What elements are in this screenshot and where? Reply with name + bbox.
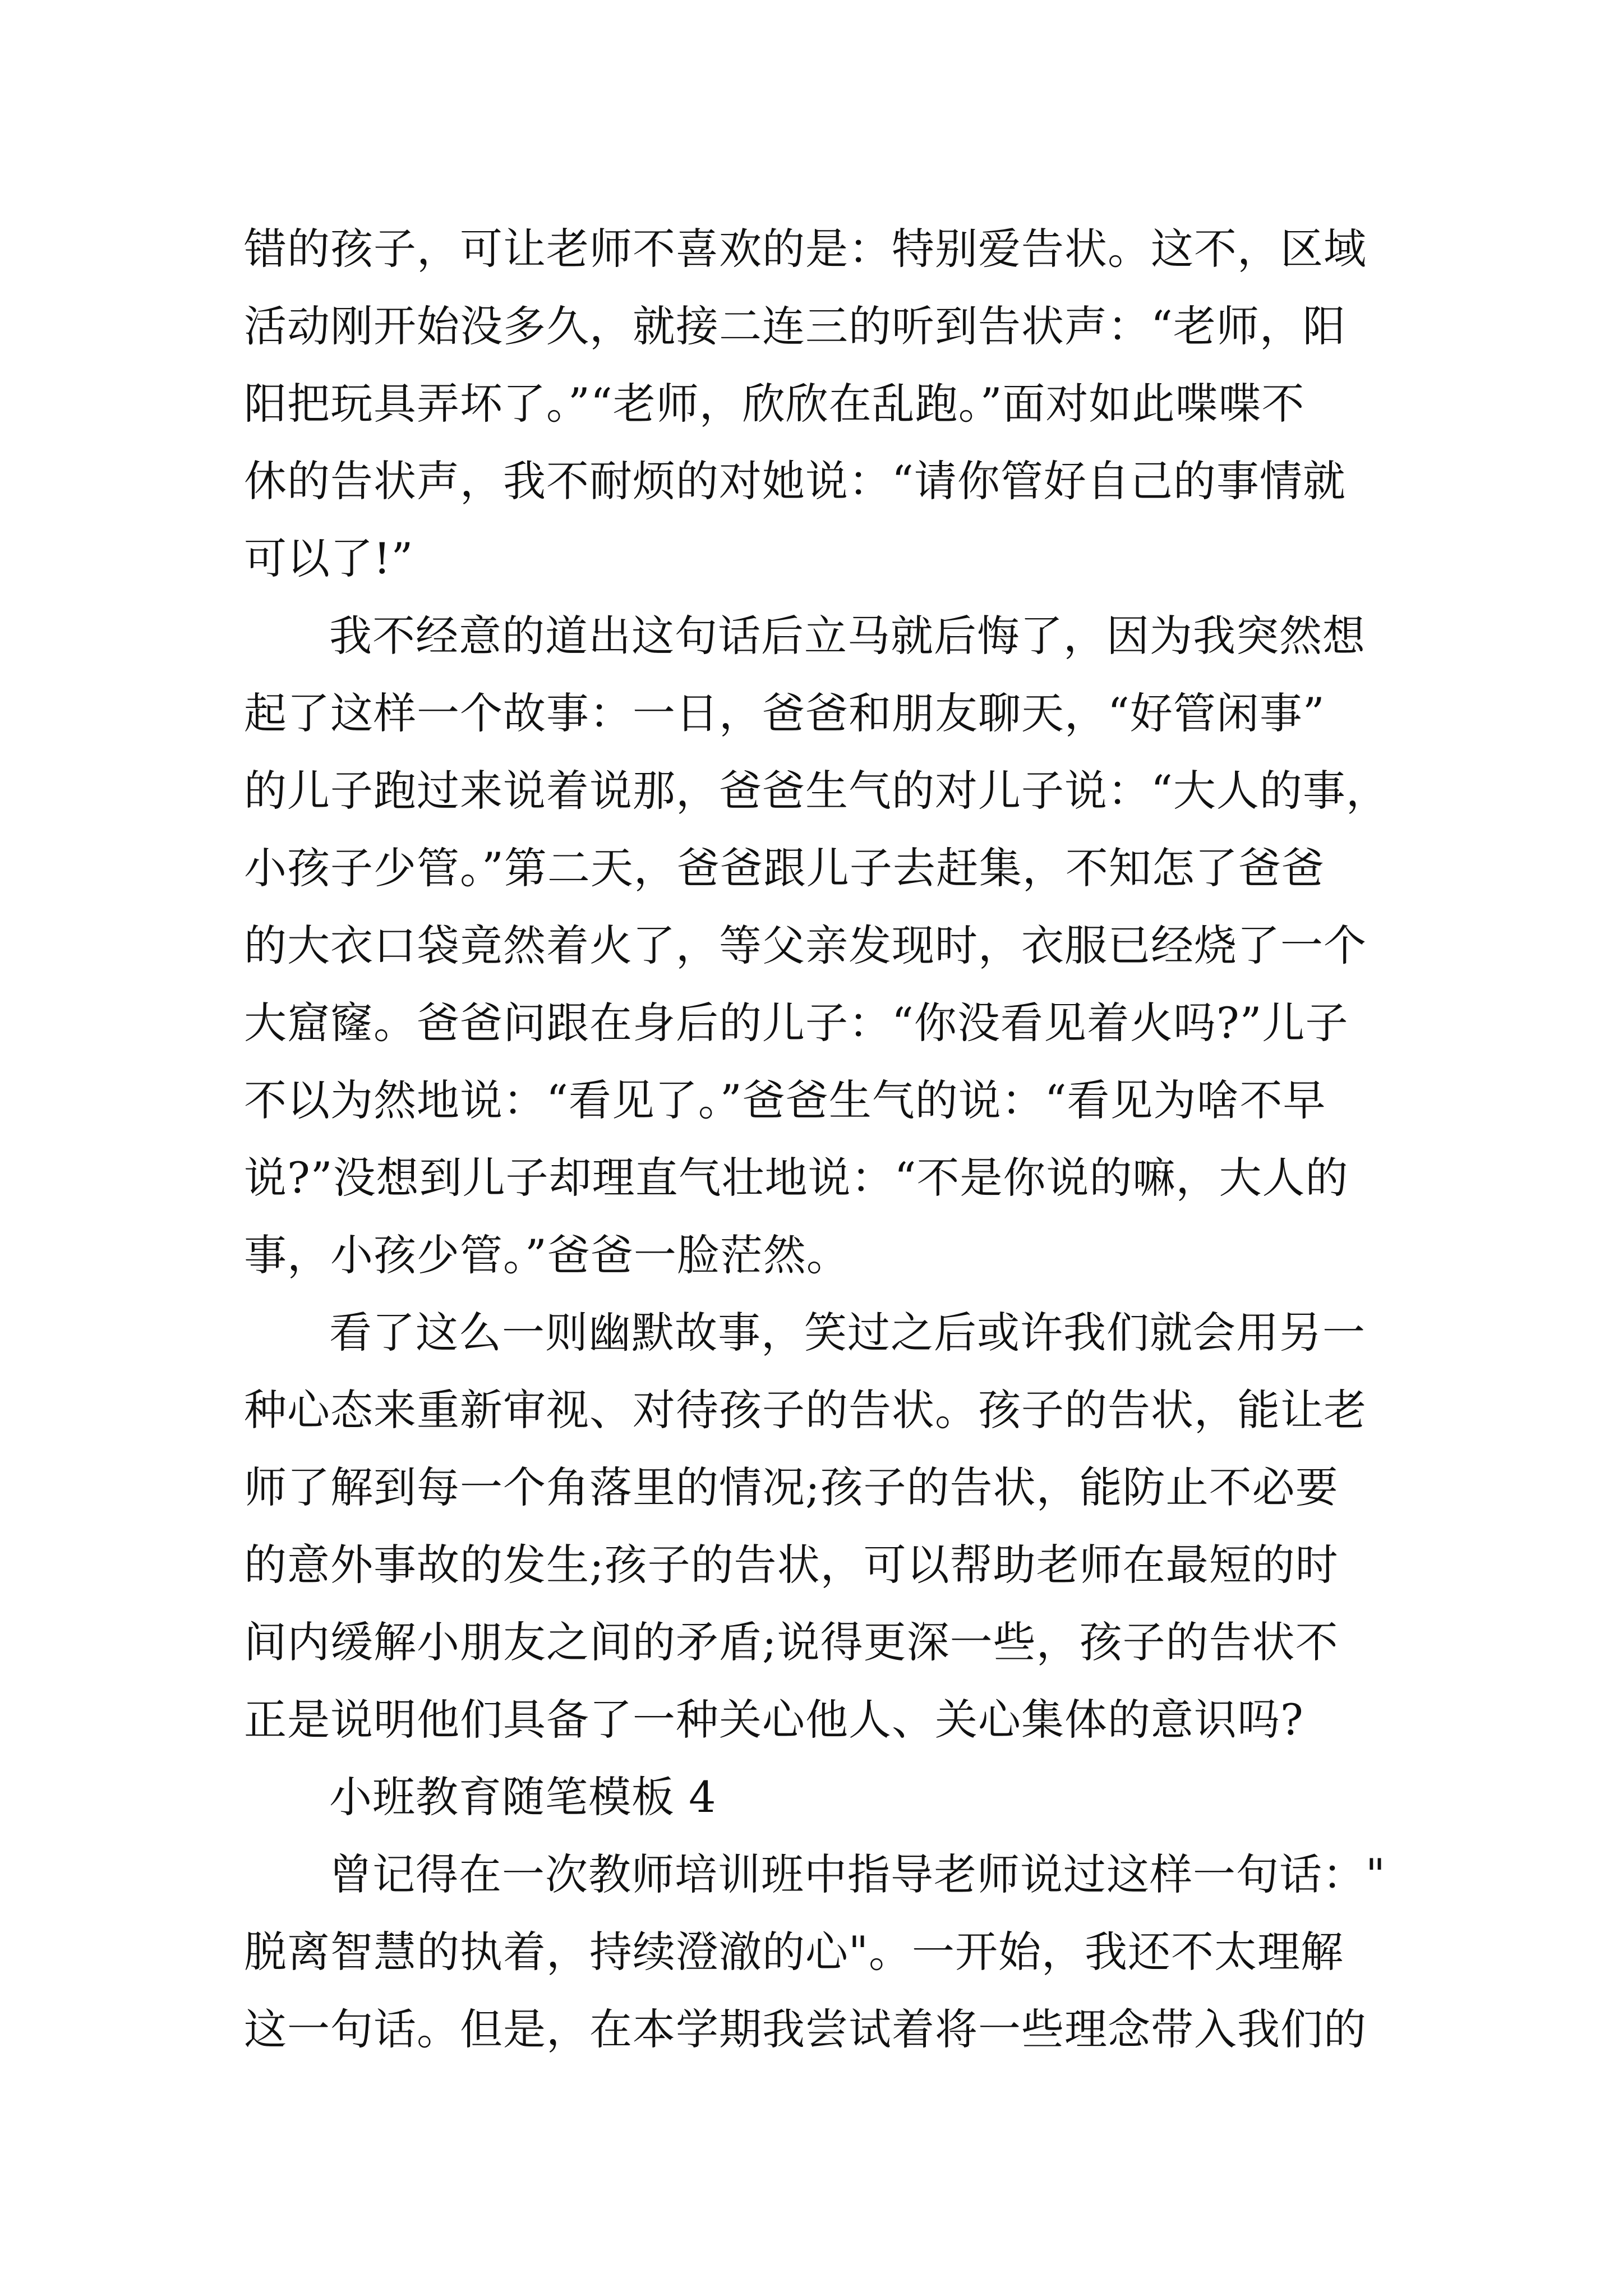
text-line: 起了这样一个故事：一日，爸爸和朋友聊天，“好管闲事” xyxy=(244,688,1325,738)
text-line: 大窟窿。爸爸问跟在身后的儿子：“你没看见着火吗?”儿子 xyxy=(244,998,1349,1048)
text-line: 小孩子少管。”第二天，爸爸跟儿子去赶集，不知怎了爸爸 xyxy=(244,843,1325,893)
text-line: 小班教育随笔模板 4 xyxy=(329,1772,717,1822)
text-line: 脱离智慧的执着，持续澄澈的心"。一开始，我还不太理解 xyxy=(244,1927,1344,1977)
paragraph xyxy=(244,1759,1388,1836)
paragraph xyxy=(244,1836,1388,2068)
text-line: 的儿子跑过来说着说那，爸爸生气的对儿子说：“大人的事， xyxy=(244,766,1389,816)
paragraph xyxy=(244,597,1388,1294)
document-body xyxy=(244,210,1388,2068)
text-line: 错的孩子，可让老师不喜欢的是：特别爱告状。这不，区域 xyxy=(244,224,1367,274)
text-line: 正是说明他们具备了一种关心他人、关心集体的意识吗? xyxy=(244,1695,1304,1745)
text-line: 可以了!” xyxy=(244,533,414,583)
text-line: 的意外事故的发生;孩子的告状，可以帮助老师在最短的时 xyxy=(244,1540,1339,1590)
text-line: 不以为然地说：“看见了。”爸爸生气的说：“看见为啥不早 xyxy=(244,1075,1326,1125)
text-line: 曾记得在一次教师培训班中指导老师说过这样一句话：" xyxy=(329,1849,1386,1899)
paragraph xyxy=(244,210,1388,597)
text-line: 阳把玩具弄坏了。”“老师，欣欣在乱跑。”面对如此喋喋不 xyxy=(244,379,1305,429)
text-line: 休的告状声，我不耐烦的对她说：“请你管好自己的事情就 xyxy=(244,456,1346,506)
paragraph xyxy=(244,1294,1388,1759)
text-line: 师了解到每一个角落里的情况;孩子的告状，能防止不必要 xyxy=(244,1462,1339,1512)
text-line: 间内缓解小朋友之间的矛盾;说得更深一些，孩子的告状不 xyxy=(244,1617,1339,1667)
text-line: 活动刚开始没多久，就接二连三的听到告状声：“老师，阳 xyxy=(244,301,1346,351)
text-line: 这一句话。但是，在本学期我尝试着将一些理念带入我们的 xyxy=(244,2004,1367,2054)
text-line: 看了这么一则幽默故事，笑过之后或许我们就会用另一 xyxy=(329,1308,1366,1358)
text-line: 我不经意的道出这句话后立马就后悔了，因为我突然想 xyxy=(329,611,1366,661)
text-line: 种心态来重新审视、对待孩子的告状。孩子的告状，能让老 xyxy=(244,1385,1367,1435)
text-line: 说?”没想到儿子却理直气壮地说：“不是你说的嘛，大人的 xyxy=(244,1153,1349,1203)
text-line: 的大衣口袋竟然着火了，等父亲发现时，衣服已经烧了一个 xyxy=(244,921,1367,970)
text-line: 事，小孩少管。”爸爸一脸茫然。 xyxy=(244,1230,850,1280)
